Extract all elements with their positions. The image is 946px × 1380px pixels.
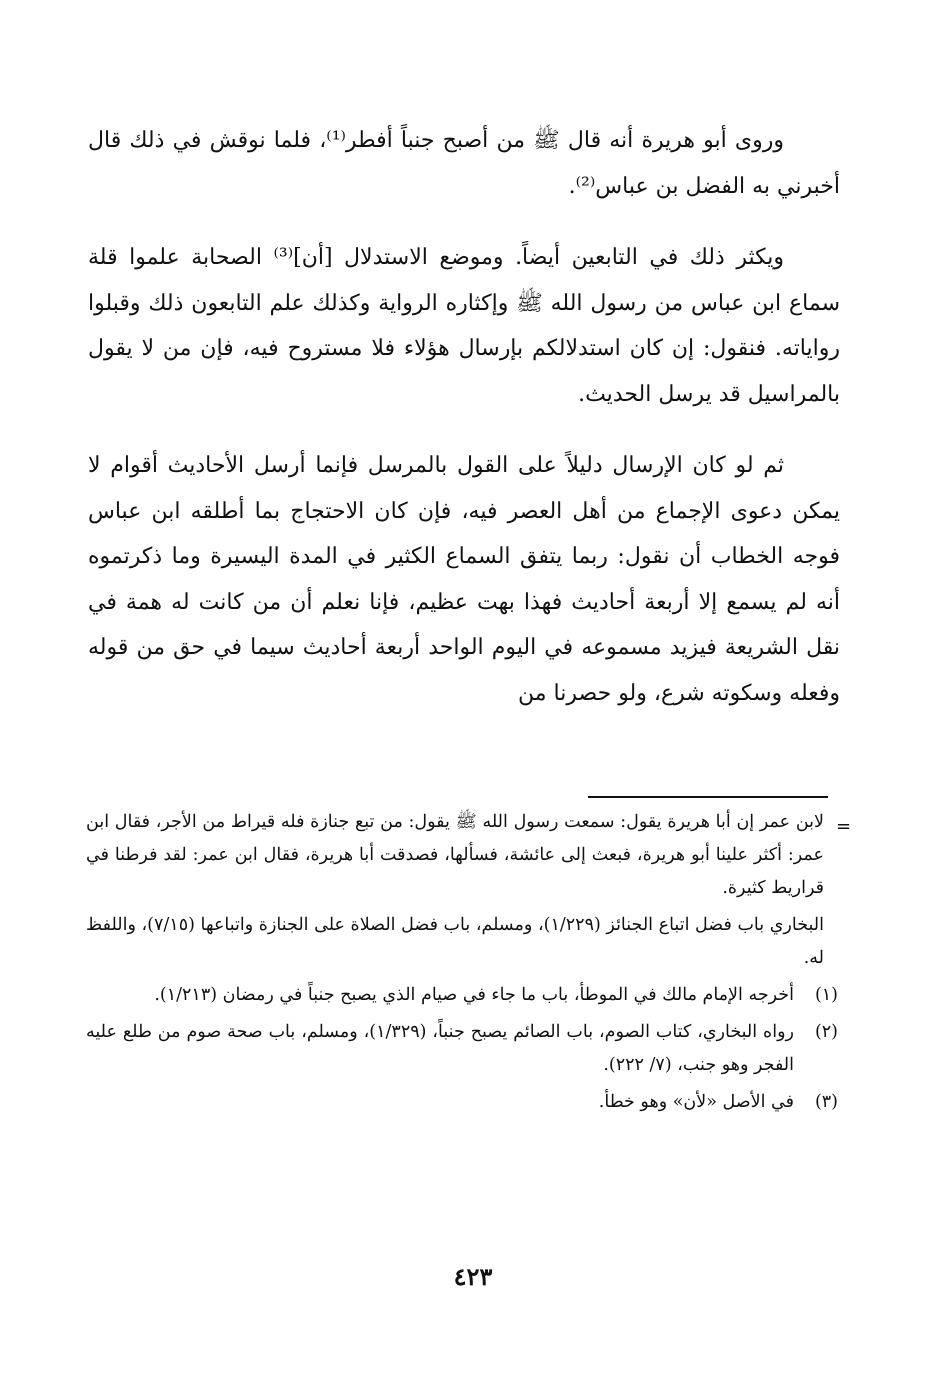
footnote [86, 1086, 838, 1119]
paragraph: وروى أبو هريرة أنه قال ﷺ من أصبح جنباً أفطر⁽¹⁾، فلما نوقش في ذلك قال أخبرني به الفضل بن عباس⁽²⁾. [88, 128, 840, 199]
footnote-text: رواه البخاري، كتاب الصوم، باب الصائم يصبح جنباً، (١/٣٢٩)، ومسلم، باب صحة صوم من طلع عليه الفجر وهو جنب، (٧/ ٢٢٢). [86, 1022, 794, 1075]
paragraph: ثم لو كان الإرسال دليلاً على القول بالمرسل فإنما أرسل الأحاديث أقوام لا يمكن دعوى الإجماع من أهل العصر فيه، فإن كان الاحتجاج بما أطلقه ابن عباس فوجه الخطاب أن نقول: ربما يتفق السماع الكثير في المدة اليسيرة وما ذكرتموه أنه لم يسمع إلا أربعة أحاديث فهذا بهت عظيم، فإنا نعلم أن من كانت له همة في نقل الشريعة فيزيد مسموعه في اليوم الواحد أربعة أحاديث سيما في حق من قوله وفعله وسكوته شرع، ولو حصرنا من [88, 453, 840, 706]
footnotes [86, 806, 838, 1123]
page-number: ٤٢٣ [453, 1262, 493, 1291]
footnote-number: (٢) [814, 1022, 838, 1042]
footnote-number: (٣) [814, 1092, 838, 1112]
footnote-text: في الأصل «لأن» وهو خطأ. [598, 1092, 794, 1112]
paragraph: ويكثر ذلك في التابعين أيضاً. وموضع الاستدلال [أن]⁽³⁾ الصحابة علموا قلة سماع ابن عباس من رسول الله ﷺ وإكثاره الرواية وكذلك علم التابعون ذلك وقبلوا رواياته. فنقول: إن كان استدلالكم بإرسال هؤلاء فلا مستروح فيه، فإن من لا يقول بالمراسيل قد يرسل الحديث. [88, 245, 840, 407]
footnote-separator [588, 796, 828, 798]
footnote-continued-text: لابن عمر إن أبا هريرة يقول: سمعت رسول الله ﷺ يقول: من تبع جنازة فله قيراط من الأجر، فقال ابن عمر: أكثر علينا أبو هريرة، فبعث إلى عائشة، فسألها، فصدقت أبا هريرة، فقال ابن عمر: لقد فرطنا في قراريط كثيرة. [86, 812, 824, 898]
footnote [86, 979, 838, 1012]
footnote [86, 1016, 838, 1082]
footnote-continued-text: البخاري باب فضل اتباع الجنائز (١/٢٢٩)، ومسلم، باب فضل الصلاة على الجنازة واتباعها (٧/١٥)، واللفظ له. [86, 915, 824, 968]
footnote-text: أخرجه الإمام مالك في الموطأ، باب ما جاء في صيام الذي يصبح جنباً في رمضان (١/٢١٣). [154, 985, 794, 1005]
footnote-number: (١) [814, 985, 838, 1005]
main-text [88, 118, 840, 742]
footnote-continuation-mark: = [836, 816, 852, 837]
